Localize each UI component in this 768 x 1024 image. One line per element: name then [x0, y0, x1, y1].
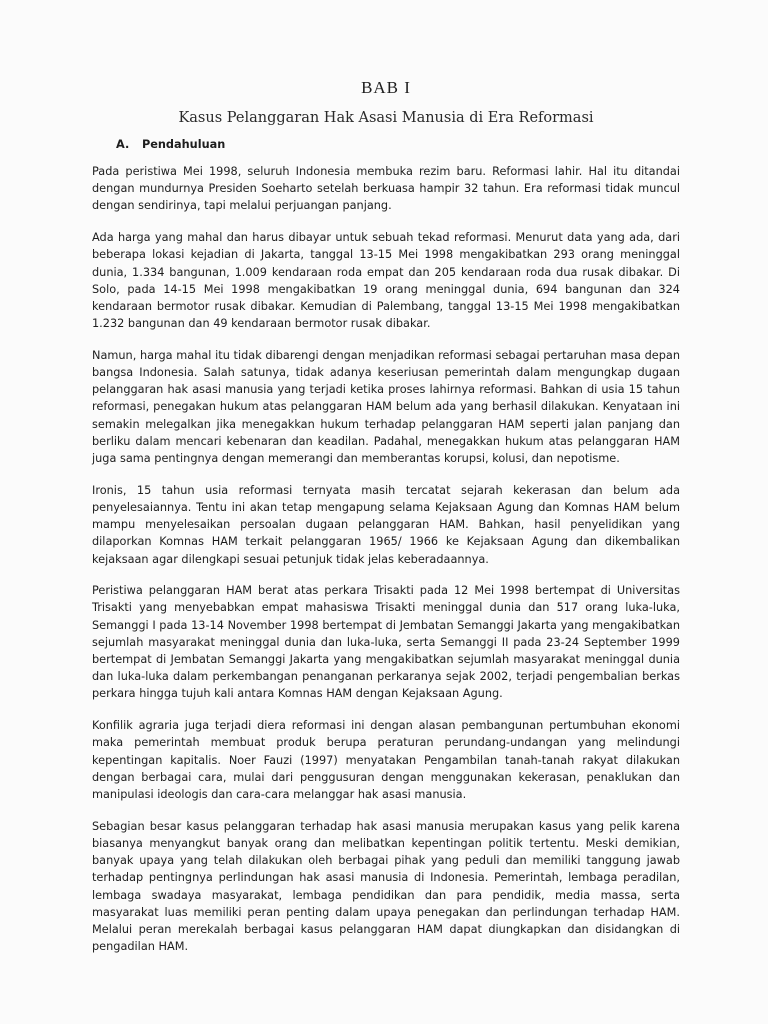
section-label: Pendahuluan [141, 138, 226, 151]
section-heading [116, 138, 680, 151]
section-number: A. [116, 138, 130, 151]
paragraph-3: Namun, harga mahal itu tidak dibarengi dengan menjadikan reformasi sebagai pertaruhan masa depan bangsa Indonesia. Salah satunya, tidak adanya keseriusan pemerintah dalam mengungkap dugaan pelanggaran hak asasi manusia yang terjadi ketika proses lahirnya reformasi. Bahkan di usia 15 tahun reformasi, penegakan hukum atas pelanggaran HAM belum ada yang berhasil dilakukan. Kenyataan ini semakin melegalkan jika menegakkan hukum terhadap pelanggaran HAM seperti jalan panjang dan berliku dalam mencari kebenaran dan keadilan. Padahal, menegakkan hukum atas pelanggaran HAM juga sama pentingnya dengan memerangi dan memberantas korupsi, kolusi, dan nepotisme. [92, 348, 680, 466]
chapter-title: Kasus Pelanggaran Hak Asasi Manusia di Era Reformasi [178, 110, 594, 126]
chapter-heading: BAB I [361, 78, 411, 97]
paragraph-2: Ada harga yang mahal dan harus dibayar untuk sebuah tekad reformasi. Menurut data yang ada, dari beberapa lokasi kejadian di Jakarta, tanggal 13-15 Mei 1998 mengakibatkan 293 orang meninggal dunia, 1.334 bangunan, 1.009 kendaraan roda empat dan 205 kendaraan roda dua rusak dibakar. Di Solo, pada 14-15 Mei 1998 mengakibatkan 19 orang meninggal dunia, 694 bangunan dan 324 kendaraan bermotor rusak dibakar. Kemudian di Palembang, tanggal 13-15 Mei 1998 mengakibatkan 1.232 bangunan dan 49 kendaraan bermotor rusak dibakar. [92, 231, 680, 331]
paragraph-6: Konfilik agraria juga terjadi diera reformasi ini dengan alasan pembangunan pertumbuhan ekonomi maka pemerintah membuat produk berupa peraturan perundang-undangan yang melindungi kepentingan kapitalis. Noer Fauzi (1997) menyatakan Pengambilan tanah-tanah rakyat dilakukan dengan berbagai cara, mulai dari penggusuran dengan menggunakan kekerasan, penaklukan dan manipulasi ideologis dan cara-cara melanggar hak asasi manusia. [92, 719, 680, 801]
paragraph-1: Pada peristiwa Mei 1998, seluruh Indonesia membuka rezim baru. Reformasi lahir. Hal itu ditandai dengan mundurnya Presiden Soeharto setelah berkuasa hampir 32 tahun. Era reformasi tidak muncul dengan sendirinya, tapi melalui perjuangan panjang. [92, 165, 680, 213]
paragraph-4: Ironis, 15 tahun usia reformasi ternyata masih tercatat sejarah kekerasan dan belum ada penyelesaiannya. Tentu ini akan tetap mengapung selama Kejaksaan Agung dan Komnas HAM belum mampu menyelesaikan persoalan dugaan pelanggaran HAM. Bahkan, hasil penyelidikan yang dilaporkan Komnas HAM terkait pelanggaran 1965/ 1966 ke Kejaksaan Agung dan dikembalikan kejaksaan agar dilengkapi sesuai petunjuk tidak jelas keberadaannya. [92, 483, 680, 566]
paragraph-7: Sebagian besar kasus pelanggaran terhadap hak asasi manusia merupakan kasus yang pelik karena biasanya menyangkut banyak orang dan melibatkan kepentingan politik tertentu. Meski demikian, banyak upaya yang telah dilakukan oleh berbagai pihak yang peduli dan memiliki tanggung jawab terhadap pentingnya perlindungan hak asasi manusia di Indonesia. Pemerintah, lembaga peradilan, lembaga swadaya masyarakat, lembaga pendidikan dan para pendidik, media massa, serta masyarakat luas memiliki peran penting dalam upaya penegakan dan perlindungan terhadap HAM. Melalui peran merekalah berbagai kasus pelanggaran HAM dapat diungkapkan dan disidangkan di pengadilan HAM. [92, 819, 680, 954]
paragraph-5: Peristiwa pelanggaran HAM berat atas perkara Trisakti pada 12 Mei 1998 bertempat di Universitas Trisakti yang menyebabkan empat mahasiswa Trisakti meninggal dunia dan 517 orang luka-luka, Semanggi I pada 13-14 November 1998 bertempat di Jembatan Semanggi Jakarta yang mengakibatkan sejumlah masyarakat meninggal dunia dan luka-luka, serta Semanggi II pada 23-24 September 1999 bertempat di Jembatan Semanggi Jakarta yang mengakibatkan sejumlah masyarakat meninggal dunia dan luka-luka dalam perkembangan penanganan perkaranya sejak 2002, terjadi pengembalian berkas perkara hingga tujuh kali antara Komnas HAM dengan Kejaksaan Agung. [92, 584, 680, 701]
